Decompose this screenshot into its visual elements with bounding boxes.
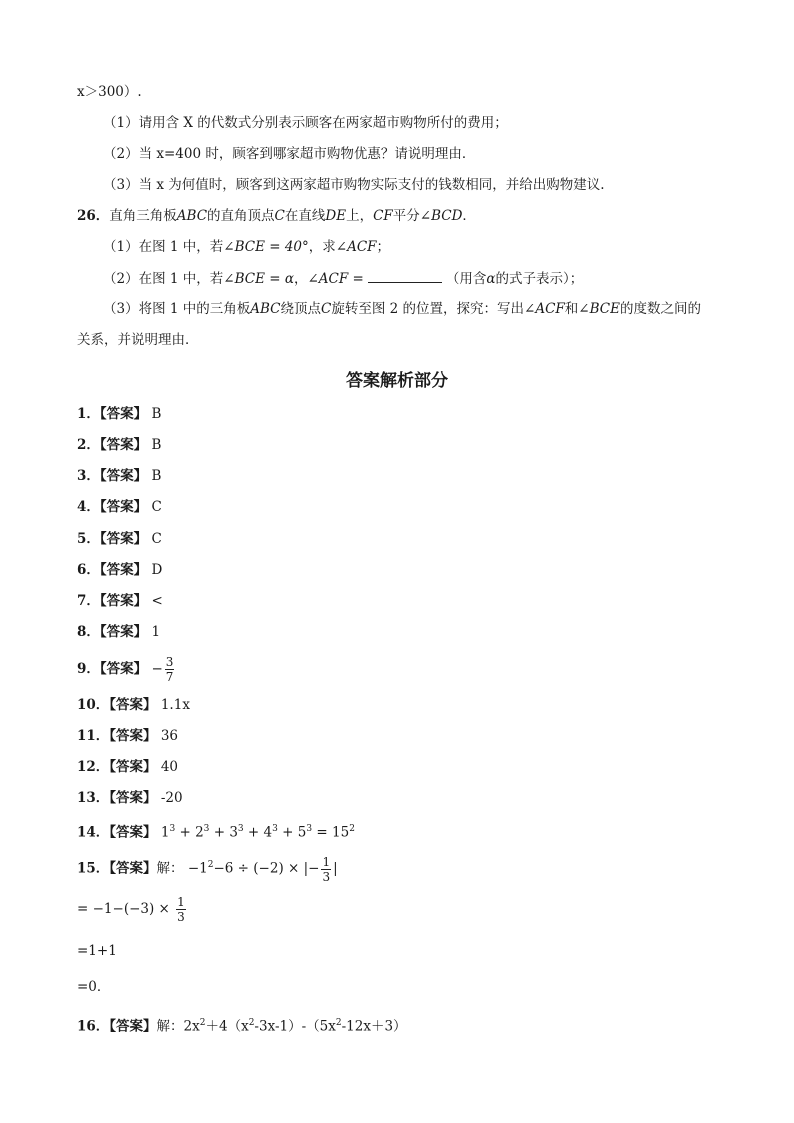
answer-item <box>77 591 163 611</box>
answer-item <box>77 819 355 843</box>
math-term: 解：2x <box>156 1018 200 1035</box>
answer-value: D <box>151 562 163 578</box>
math-term: −6 ÷ (−2) × |− <box>213 860 320 877</box>
q26-text: 直角三角板 <box>109 208 177 224</box>
math-abc: ABC <box>250 301 281 317</box>
answer-tag: 【答案】 <box>99 562 148 578</box>
math-term: -12x＋3） <box>341 1018 407 1035</box>
math-cf: CF <box>373 208 393 224</box>
answer-tag: 【答案】 <box>99 468 148 484</box>
q26-part3 <box>103 299 701 319</box>
exponent: 3 <box>203 824 210 834</box>
math-term: | <box>333 860 338 877</box>
exponent: 3 <box>169 824 176 834</box>
answer-item <box>77 652 176 686</box>
minus-sign: − <box>151 661 163 677</box>
answer-item <box>77 435 161 455</box>
answer-value: C <box>151 499 162 515</box>
answer-value: 1.1x <box>160 697 190 713</box>
answer-tag: 【答案】 <box>109 728 157 744</box>
math-term: 1 <box>160 824 170 841</box>
q25-part1: （1）请用含 X 的代数式分别表示顾客在两家超市购物所付的费用； <box>103 115 508 131</box>
exponent: 2 <box>335 1018 342 1028</box>
math-abc: ABC <box>176 208 208 224</box>
fraction-numerator: 1 <box>322 854 331 869</box>
fraction <box>176 895 186 924</box>
answer-number: 9． <box>77 661 100 677</box>
answer-value: B <box>151 468 162 484</box>
q26-text: 旋转至图 2 的位置，探究：写出 <box>331 301 525 317</box>
answer-item <box>77 529 162 549</box>
answer-tag: 【答案】 <box>109 697 157 713</box>
q26-text: 绕顶点 <box>280 301 322 317</box>
exponent: 2 <box>248 1018 255 1028</box>
math-term: -3x-1）-（5x <box>254 1018 336 1035</box>
answer-item <box>77 848 338 886</box>
answer-item <box>77 788 183 808</box>
fraction-denominator: 7 <box>165 670 174 684</box>
math-expr: ∠BCE = α <box>223 271 294 287</box>
answer-item <box>77 726 178 746</box>
answer-item <box>77 695 190 715</box>
answer-tag: 【答案】 <box>99 624 148 640</box>
answer-section-heading: 答案解析部分 <box>346 371 448 391</box>
q26-text: ， <box>293 271 308 287</box>
answer-number: 2． <box>77 437 100 453</box>
answer-tag: 【答案】 <box>99 406 148 422</box>
solution-label: 解： <box>156 860 184 877</box>
q26-text: （1）在图 1 中，若 <box>103 239 224 255</box>
q26-text: 平分 <box>392 208 420 224</box>
answer-number: 14． <box>77 824 110 841</box>
solution-step <box>77 892 188 926</box>
answer-item <box>77 404 161 424</box>
exponent: 2 <box>207 860 214 870</box>
answer-tag: 【答案】 <box>109 824 157 841</box>
answer-value: B <box>151 406 162 422</box>
math-expr: ∠BCE = 40° <box>223 239 309 255</box>
q26-text: ，求 <box>308 239 336 255</box>
q26-text: 的直角顶点 <box>207 208 275 224</box>
answer-number: 12． <box>77 759 110 775</box>
fraction-denominator: 3 <box>322 869 331 884</box>
fraction-numerator: 3 <box>165 655 174 669</box>
fraction <box>321 855 331 884</box>
q26-text: 的度数之间的 <box>619 301 701 317</box>
answer-item <box>77 1013 407 1037</box>
answer-tag: 【答案】 <box>109 1018 157 1035</box>
math-acf: ∠ACF = <box>307 271 364 287</box>
answer-tag: 【答案】 <box>99 531 148 547</box>
answer-tag: 【答案】 <box>109 860 157 877</box>
answer-number: 5． <box>77 531 100 547</box>
answer-value: 1 <box>151 624 161 640</box>
exponent: 3 <box>306 824 313 834</box>
answer-item <box>77 466 161 486</box>
exponent: 2 <box>199 1018 206 1028</box>
answer-number: 13． <box>77 790 110 806</box>
math-c: C <box>321 301 332 317</box>
answer-number: 1． <box>77 406 100 422</box>
q26-text: （2）在图 1 中，若 <box>103 271 224 287</box>
math-term: −1 <box>187 860 208 877</box>
answer-value: 36 <box>160 728 179 744</box>
answer-value: 40 <box>160 759 179 775</box>
q25-part3: （3）当 x 为何值时，顾客到这两家超市购物实际支付的钱数相同，并给出购物建议. <box>103 177 605 193</box>
answer-item <box>77 622 160 642</box>
math-op: + <box>209 824 230 841</box>
answer-value: < <box>151 593 163 609</box>
q26-part1 <box>103 237 390 257</box>
fraction-numerator: 1 <box>177 895 185 909</box>
math-term: 2 <box>195 824 204 841</box>
q25-continuation: x＞300）. <box>77 84 142 100</box>
answer-number: 6． <box>77 562 100 578</box>
math-bce: ∠BCE <box>578 301 620 317</box>
solution-step: =0． <box>77 979 111 995</box>
math-term: 3 <box>229 824 238 841</box>
answer-tag: 【答案】 <box>109 759 157 775</box>
answer-value: -20 <box>160 790 183 806</box>
q26-stem <box>77 206 476 226</box>
exponent: 2 <box>349 824 355 834</box>
answer-number: 15． <box>77 860 110 877</box>
q26-part2 <box>103 268 583 289</box>
answer-number: 16． <box>77 1018 110 1035</box>
q26-text: （用含 <box>445 271 487 287</box>
q26-part3-line2: 关系，并说明理由． <box>77 332 199 348</box>
exponent: 3 <box>272 824 278 834</box>
answer-tag: 【答案】 <box>99 661 148 677</box>
q26-text: 的式子表示）； <box>495 271 584 287</box>
answer-number: 10． <box>77 697 110 713</box>
q25-part2: （2）当 x=400 时，顾客到哪家超市购物优惠？请说明理由． <box>103 146 476 162</box>
math-term: = −1−(−3) × <box>77 901 170 917</box>
math-term: 4 <box>263 824 273 841</box>
answer-tag: 【答案】 <box>99 499 148 515</box>
answer-item <box>77 560 162 580</box>
answer-value: B <box>151 437 162 453</box>
fraction-denominator: 3 <box>177 910 185 924</box>
answer-tag: 【答案】 <box>109 790 157 806</box>
q26-text: ． <box>462 208 476 224</box>
answer-item <box>77 497 162 517</box>
answer-tag: 【答案】 <box>99 437 148 453</box>
math-acf: ∠ACF <box>524 301 565 317</box>
answer-number: 7． <box>77 593 100 609</box>
math-term: = 15 <box>312 824 350 841</box>
answer-blank <box>368 268 442 283</box>
answer-value: C <box>151 531 162 547</box>
math-term: ＋4（x <box>205 1018 249 1035</box>
math-op: + <box>243 824 264 841</box>
fraction <box>165 655 175 684</box>
answer-tag: 【答案】 <box>99 593 148 609</box>
q26-number: 26． <box>77 208 110 224</box>
solution-step: =1+1 <box>77 943 117 959</box>
math-acf: ∠ACF <box>335 239 377 255</box>
q26-text: （3）将图 1 中的三角板 <box>103 301 251 317</box>
math-op: + <box>175 824 196 841</box>
answer-number: 4． <box>77 499 100 515</box>
q26-text: 在直线 <box>284 208 326 224</box>
math-bcd: ∠BCD <box>419 208 463 224</box>
answer-number: 11． <box>77 728 110 744</box>
exponent: 3 <box>237 824 244 834</box>
answer-item <box>77 757 178 777</box>
q26-text: 上， <box>346 208 374 224</box>
q26-text: ； <box>376 239 391 255</box>
math-c: C <box>274 208 285 224</box>
math-alpha: α <box>486 271 496 287</box>
answer-number: 3． <box>77 468 100 484</box>
math-op: + <box>277 824 298 841</box>
math-de: DE <box>325 208 347 224</box>
answer-number: 8． <box>77 624 100 640</box>
q26-text: 和 <box>564 301 579 317</box>
math-term: 5 <box>297 824 307 841</box>
